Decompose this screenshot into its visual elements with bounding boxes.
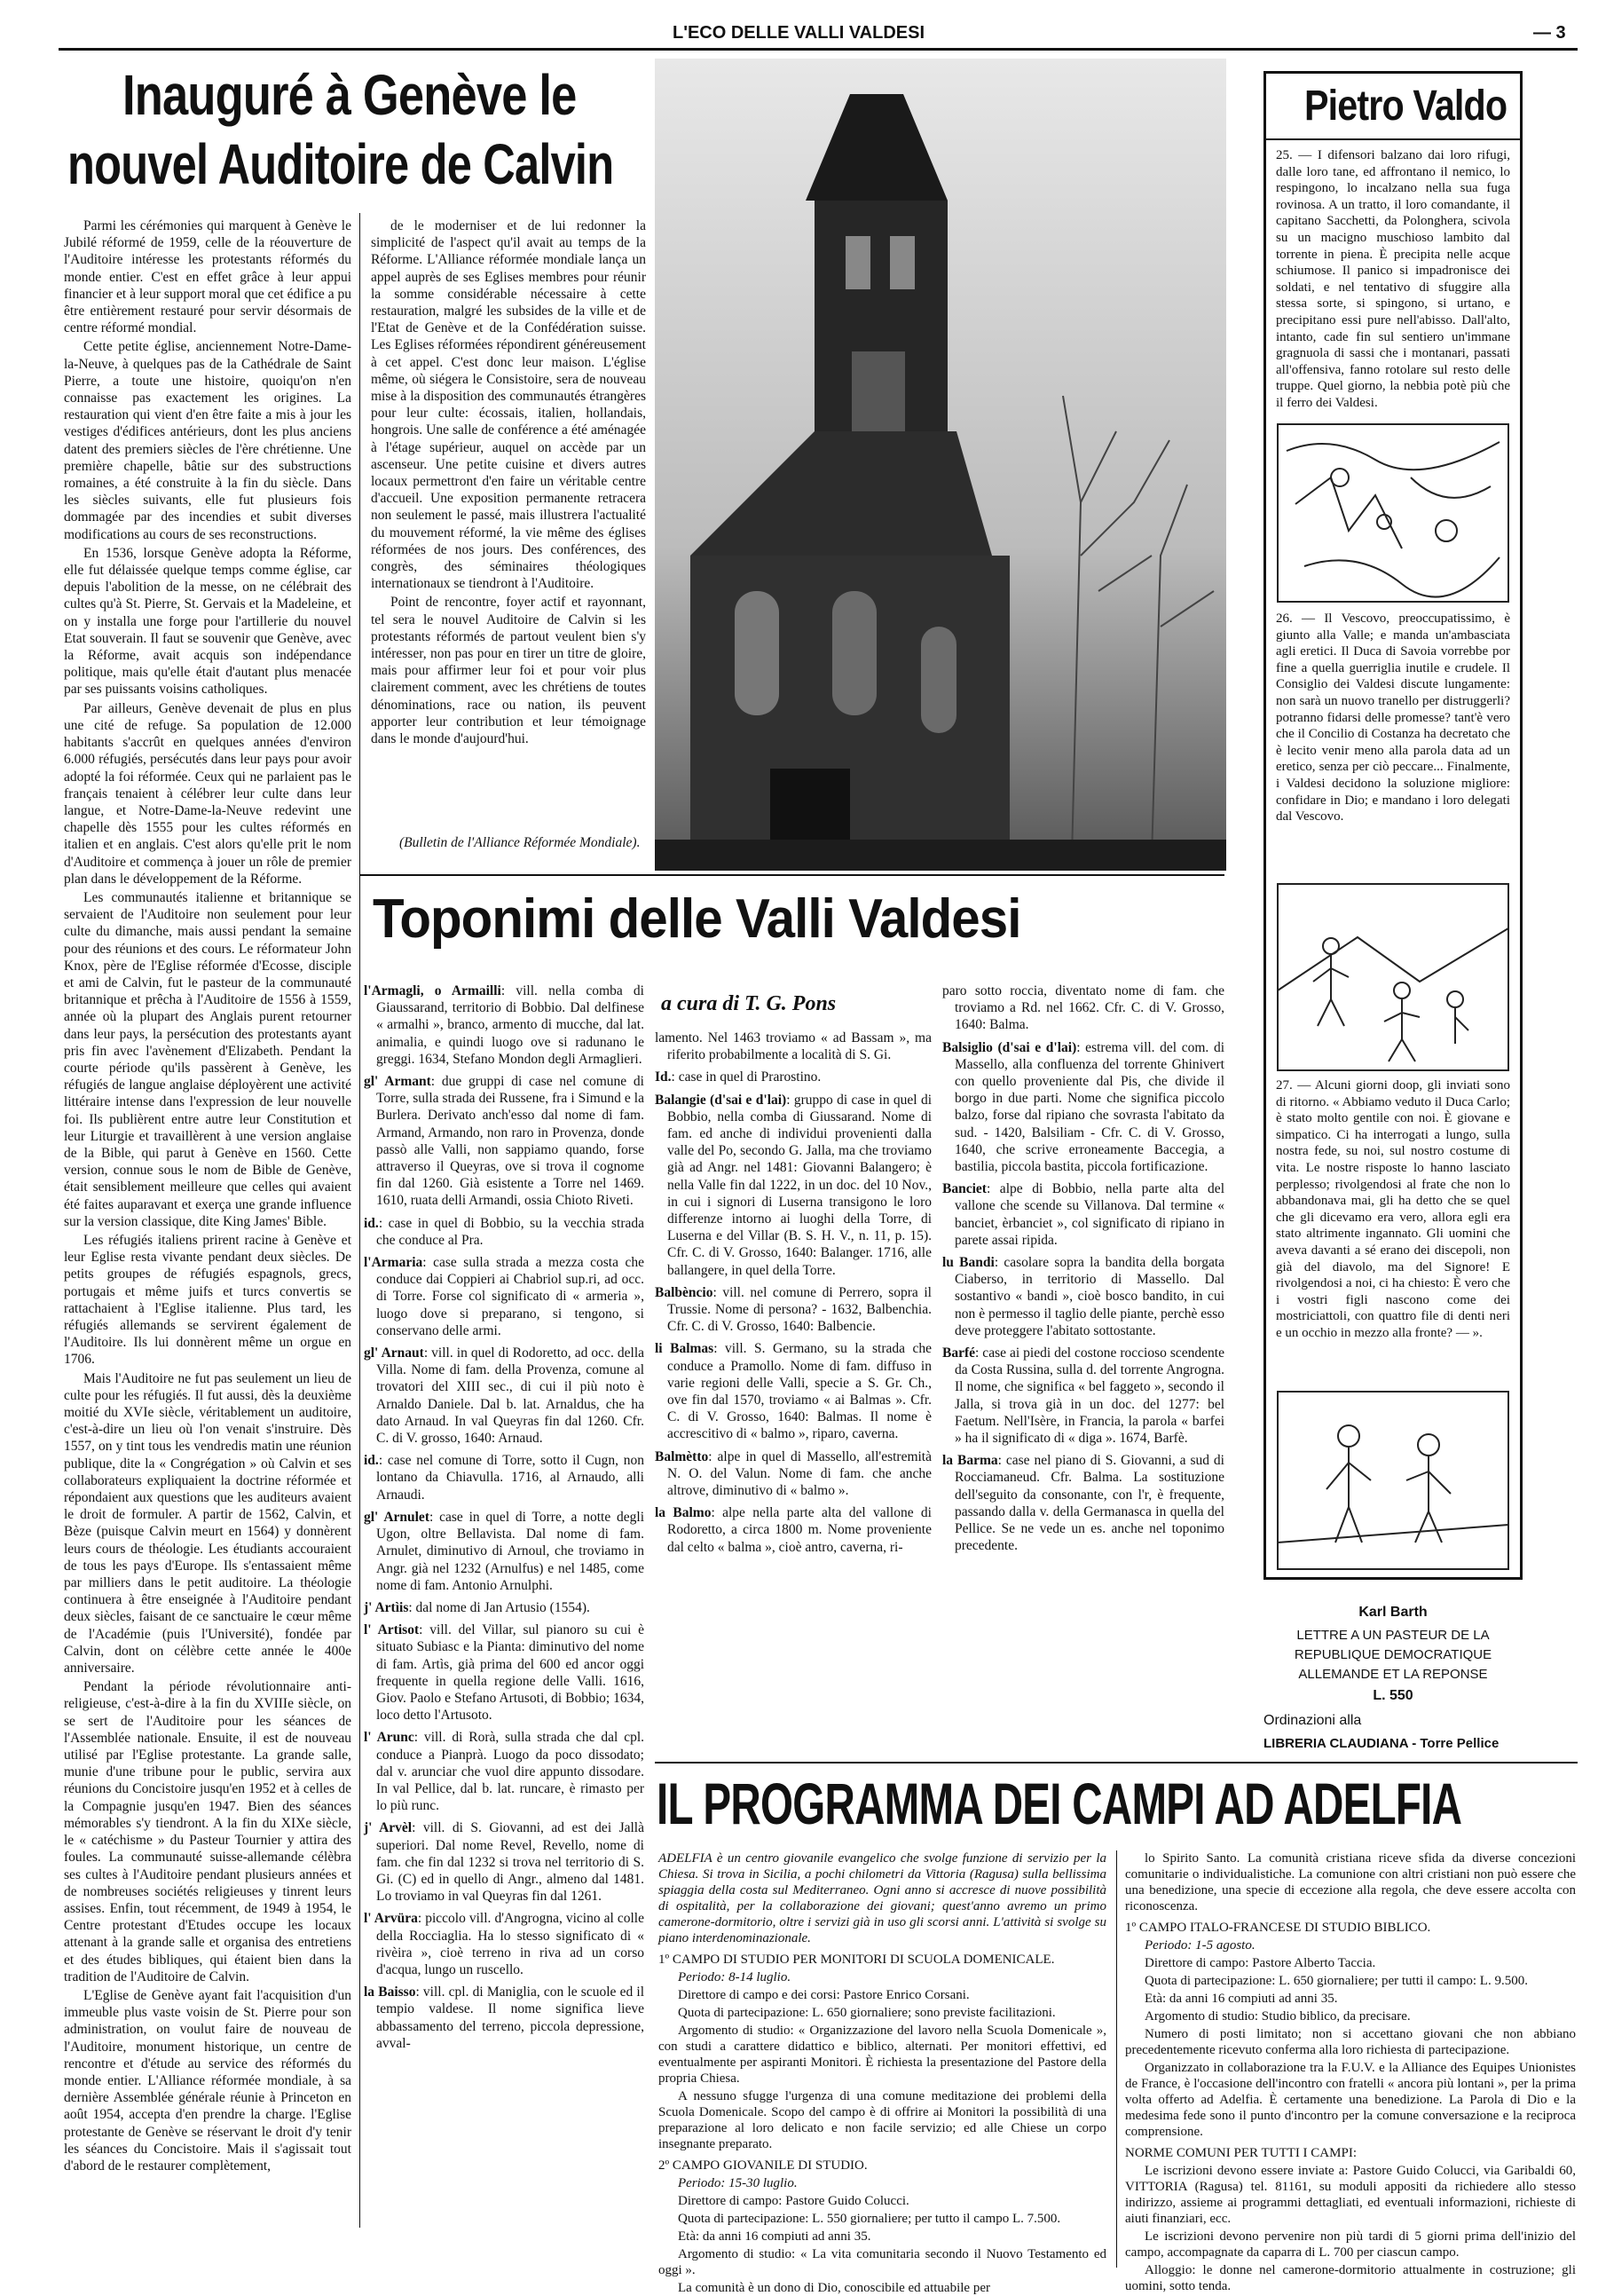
programma-left: ADELFIA è un centro giovanile evangelico che svolge funzione di servizio per la Chiesa. Si trova in Sicilia, a pochi chilometri da Vittoria (Ragusa) sulla bellissima spiaggia della costa sul Mediterraneo. Ogni anno si accresce di nuove possibilità di ospitalità, per la collaborazione dei giovani; quest'anno avremo un primo camerone-dormitorio, oltre i servizi già in uso gli scorsi anni. L'attività si svolge su piano interdenominazionale. 1º CAMPO DI STUDIO PER MONITORI DI SCUOLA DOMENICALE. Periodo: 8-14 luglio. Direttore di campo e dei corsi: Pastore Enrico Corsani. Quota di partecipazione: L. 650 giornaliere; sono previste facilitazioni. Argomento di studio: « Organizzazione del lavoro nella Scuola Domenicale », con studi a carattere didattico e biblico, alternati. Per monitori effettivi, ed eventualmente per aspiranti Monitori. È richiesta la presentazione del Pastore della propria Chiesa. A nessuno sfugge l'urgenza di una comune meditazione dei problemi della Scuola Domenicale. Scopo del campo è di offrire ai Monitori la possibilità di una preparazione al loro delicato e non facile servizio; ed alle Chiese un corpo insegnante preparato. 2º CAMPO GIOVANILE DI STUDIO. Periodo: 15-30 luglio. Direttore di campo: Pastore Guido Colucci. Quota di partecipazione: L. 550 giornaliere; per tutto il campo L. 7.500. Età: da anni 16 compiuti ad anni 35. Argomento di studio: « La vita comunitaria secondo il Nuovo Testamento ed oggi ». La comunità è un dono di Dio, conoscibile ed attuabile per [658, 1851, 1106, 2295]
order-store: LIBRERIA CLAUDIANA - Torre Pellice [1263, 1736, 1500, 1751]
pietro-paragraph-27: 27. — Alcuni giorni doop, gli inviati sono di ritorno. « Abbiamo veduto il Duca Carlo; è stato molto gentile con noi. È giovane e simpatico. Ci ha interrogati a lungo, sulla nostra fede, su noi, sul nostro costume di vita. Le nostre risposte lo hanno lasciato perplesso; rivolgendosi al frate che non lo abbandonava mai, gli ha detto che se quel che gli dicevamo era vero, allora egli era stato altrimente ingannato. Gli uomini che aveva davanti a sé erano dei discepoli, non già del diavolo, ma del Signore! E rivolgendosi a noi, ci ha chiesto: È vero che i vostri figli nascono come dei mostriciattoli, con quattro file di denti neri e un occhio in mezzo alla fronte? — ». [1276, 1078, 1510, 1340]
norme-title: NORME COMUNI PER TUTTI I CAMPI: [1125, 2146, 1357, 2160]
calvin-headline-1: Inauguré à Genève le [122, 63, 577, 127]
book-title-2: REPUBLIQUE DEMOCRATIQUE [1294, 1647, 1492, 1662]
calvin-source: (Bulletin de l'Alliance Réformée Mondiale). [399, 835, 641, 850]
masthead-rule [59, 48, 1578, 51]
auditoire-photo [655, 59, 1226, 871]
illustration-27 [1278, 1392, 1508, 1569]
book-price: L. 550 [1373, 1688, 1413, 1703]
calvin-divider [359, 213, 360, 2228]
calvin-column-2: de le moderniser et de lui redonner la simplicité de l'aspect qu'il avait au temps de la Réforme. L'Alliance réformée mondiale lança un appel auprès de ses Eglises membres pour réunir la somme considérable nécessaire à cette restauration, malgré les subsides de la ville et de l'Etat de Genève et de la Confédération suisse. Les Eglises réformées répondirent généreusement à cet appel. C'est donc leur maison. L'église même, où siégera le Consistoire, sera de nouveau mise à la disposition des communautés étrangères pour leur culte: écossais, italien, hollandais, hongrois. Une salle de conférence a été aménagée à l'étage supérieur, auquel on accède par un ascenseur. Une petite cuisine et divers autres locaux permettront d'en faire un véritable centre d'accueil. Une exposition permanente retracera non seulement le passé, mais illustrera l'actualité du mouvement réformé, la vie même des églises réformées de nos jours. Des conférences, des congrès, des séminaires théologiques internationaux se tiendront à l'Auditoire. Point de rencontre, foyer actif et rayonnant, tel sera le nouvel Auditoire de Calvin si les protestants réformés de partout veulent bien s'y intéresser, non pas pour en tirer un titre de gloire, mais pour affirmer leur foi et pour voir plus clairement comment, avec les chrétiens de toutes dénominations, race ou nation, ils peuvent apporter leur contribution et leur témoignage dans le monde d'aujourd'hui. [371, 218, 646, 747]
calvin-column-1: Parmi les cérémonies qui marquent à Genève le Jubilé réformé de 1959, celle de la réouverture de l'Auditoire intéresse les protestants réformés du monde entier. C'est en effet grâce à leur appui financier et à leur support moral que cet édifice a pu être entièrement restauré pour servir désormais de centre réformé mondial. Cette petite église, anciennement Notre-Dame-la-Neuve, à quelques pas de la Cathédrale de Saint Pierre, a toute une histoire, quoiqu'on n'en connaisse pas exactement les origines. La restauration qui vient d'en être faite a mis à jour les vestiges d'édifices antérieurs, dont les plus anciens datent des premiers siècles de l'ère chrétienne. Une première chapelle, bâtie sur des substructions romaines, a été construite à la fin du siècle. Dans les siècles suivants, elle fut plusieurs fois dommagée par des incendies et subit diverses modifications au cours de ses reconstructions. En 1536, lorsque Genève adopta la Réforme, elle fut délaissée quelque temps comme église, car depuis l'abolition de la messe, on ne célébrait des cultes qu'à St. Pierre, St. Gervais et la Madeleine, et on y installa une forge pour l'artillerie du nouvel Etat souverain. Il faut se souvenir que Genève, avec la Réforme, avait acquis son indépendance politique, mais qu'elle était d'autant plus menacée par ses puissants voisins catholiques. Par ailleurs, Genève devenait de plus en plus une cité de refuge. Sa population de 12.000 habitants s'accrût en quelques années d'environ 6.000 réfugiés, persécutés dans leur pays pour avoir adopté la foi réformée. Ceux qui ne parlaient pas le français tenaient à célébrer leur culte dans leur langue, et Notre-Dame-la-Neuve redevint une chapelle dès 1555 pour les cultes réformés en italien et en anglais. C'est alors qu'elle prit le nom d'Auditoire et commença à jouer un rôle de premier plan dans le développement de la Réforme. Les communautés italienne et britannique se servaient de l'Auditoire non seulement pour leur culte du dimanche, mais aussi pendant la semaine pour des réunions et des cours. Le réformateur John Knox, père de l'Eglise réformée d'Ecosse, disciple et ami de Calvin, fut le pasteur de la communauté britannique et prêcha à l'Auditoire de 1556 à 1559, année où la plupart des Anglais purent retourner dans leur pays, la persécution des protestants ayant pris fin avec l'avènement d'Elizabeth. Pendant la courte période qu'ils passèrent à Genève, les réfugiés de langue anglaise déployèrent une activité littéraire intense dans l'expression de leur nouvelle foi. Ils publièrent entre autre leur Constitution et leur Liturgie et travaillèrent à une version anglaise de la Bible, qui parut à Genève en 1560. Cette version, connue sous le nom de Bible de Genève, était sensiblement meilleure que celles qui avaient été faites auparavant et exerça une grande influence sur la version classique, dite King James' Bible. Les réfugiés italiens prirent racine à Genève et leur Eglise resta vivante pendant deux siècles. De petits groupes de réfugiés espagnols, grecs, portugais et même juifs et turcs convertis se rattachaient à l'Eglise italienne. Plus tard, les réfugiés allemands se servirent également de l'Auditoire. Ils lui donnèrent même un orgue en 1706. Mais l'Auditoire ne fut pas seulement un lieu de culte pour les réfugiés. Il fut aussi, dès la deuxième moitié du XVIe siècle, véritablement un auditoire, c'est-à-dire un lieu où l'on venait s'instruire. Dès 1557, on y tint tous les vendredis matin une réunion publique, dite la « Congrégation » où Calvin et ses collaborateurs expliquaient la doctrine réformée et répondaient aux questions que les auditeurs avaient le droit de formuler. A partir de 1562, Calvin, et Bèze (puisque Calvin meurt en 1564) y donnèrent leurs cours de théologie. Les étudiants accouraient de tous les pays d'Europe. Ils s'entassaient même par milliers dans le petit auditoire. La théologie continuera à être enseignée à l'Auditoire pendant deux siècles, faisant de ce sanctuaire le cœur même de l'Académie (puis l'Université), fondée par Calvin, dont on célèbre cette année le 400e anniversaire. Pendant la période révolutionnaire anti-religieuse, c'est-à-dire à la fin du XVIIIe siècle, on se sert de l'Auditoire pour les séances de l'Assemblée nationale. Ensuite, il est de nouveau utilisé par l'Eglise protestante. La grande salle, munie d'une tribune pour le public, servira aux réunions du Concistoire jusqu'en 1952 et à celles de la Compagnie jusqu'en 1947. Bien des séances mémorables s'y tiendront. A la fin du XIXe siècle, le « catéchisme » du Pasteur Tournier y attira des foules. La communauté suisse-allemande célèbra ses cultes à l'Auditoire pendant plusieurs années et de nombreuses sociétés religieuses y tinrent leurs assises. Enfin, tout récemment, de 1949 à 1954, le Centre protestant d'Etudes occupe les locaux attenant à la grande salle et organisa des entretiens et des études bibliques, qui étaient bien dans la tradition de l'Auditoire de Calvin. L'Eglise de Genève ayant fait l'acquisition d'un immeuble plus vaste voisin de St. Pierre pour son administration, on voulut faire de nouveau de l'Auditoire, monument historique, un centre de rencontre et d'étude au service des réformés du monde entier. L'Alliance réformée mondiale, à sa dernière Assemblée générale réunie à Princeton en août 1954, accepta d'en prendre la charge. l'Eglise protestante de Genève se réservant le droit d'y tenir les séances du Concistoire. Mais il s'agissait tout d'abord de le restaurer complètement, [64, 218, 351, 2174]
book-title-1: LETTRE A UN PASTEUR DE LA [1296, 1628, 1490, 1643]
calvin-headline-2: nouvel Auditoire de Calvin [67, 132, 614, 196]
book-author: Karl Barth [1358, 1605, 1428, 1620]
toponimi-headline: Toponimi delle Valli Valdesi [373, 888, 1021, 950]
masthead-title: L'ECO DELLE VALLI VALDESI [672, 23, 925, 43]
campo-1-title: 1º CAMPO DI STUDIO PER MONITORI DI SCUOLA DOMENICALE. [658, 1953, 1055, 1967]
pietro-paragraph-26: 26. — Il Vescovo, preoccupatissimo, è giunto alla Valle; e manda un'ambasciata agli eretici. Il Duca di Savoia vorrebbe por fine a quella guerriglia inutile e crudele. Il Consiglio dei Valdesi discute lungamente: non sarà un nuovo tranello per distruggerli? potranno fidarsi delle promesse? tant'è vero che il Concilio di Costanza ha decretato che è lecito venir meno alla parola data ad un eretico, senza per ciò peccare... Finalmente, i Valdesi decidono la soluzione migliore: confidare in Dio; e mandano i loro delegati dal Vescovo. [1276, 611, 1510, 825]
pietro-paragraph-25: 25. — I difensori balzano dai loro rifugi, dalle loro tane, ed affrontano il nemico, lo respingono, lo incalzano nella sua fuga rovinosa. A un tratto, il loro comandante, il capitano Sacchetti, da Polonghera, scivola su un macigno muschioso lambito dal torrente in piena. È precipita nelle acque schiumose. Il panico si impadronisce dei soldati, e nel tentativo di sfuggire alla stessa sorte, si spingono, si urtano, e precipitano essi pure nell'abisso. Dall'alto, intanto, cade fin sul sentiero un'immane gragnuola di sassi che i montanari, passati all'offensiva, fanno rotolare sul resto delle truppe. Quel giorno, la nebbia potè più che il ferro dei Valdesi. [1276, 148, 1510, 410]
toponimi-byline: a cura di T. G. Pons [661, 992, 837, 1015]
programma-intro: ADELFIA è un centro giovanile evangelico che svolge funzione di servizio per la Chiesa. Si trova in Sicilia, a pochi chilometri da Vittoria (Ragusa) sulla bellissima spiaggia della costa sul Mediterraneo. Ogni anno si accresce di nuove possibilità di ospitalità, per la collaborazione dei giovani; quest'anno avremo un primo camerone-dormitorio, oltre i servizi già in uso gli scorsi anni. L'attività si svolge su piano interdenominazionale. [658, 1851, 1106, 1945]
toponimi-column-1: l'Armagli, o Armailli: vill. nella comba di Giaussarand, territorio di Bobbio. Dal delfinese « armalhi », branco, armento di mucche, dal lat. animalia, e quindi luogo ove si radunano le greggi. 1634, Stefano Mondon degli Armaglieri. gl' Armant: due gruppi di case nel comune di Torre, sulla strada dei Russene, fra i Simund e la Burlera. Derivato anch'esso dal nome di fam. Armand, Armando, non raro in Provenza, donde passò alle Valli, non sappiamo quando, forse attraverso il Queyras, ove si trova il cognome fin dal 1260. Già esistente a Torre nel 1469. 1610, ruata delli Armandi, ossia Chioto Riveti. id.: case in quel di Bobbio, su la vecchia strada che conduce al Pra. l'Armaria: case sulla strada a mezza costa che conduce dai Coppieri ai Chabriol sup.ri, ad occ. di Torre. Forse col significato di « armeria », luogo dove si preparano, si tengono, si conservano delle armi. gl' Arnaut: vill. in quel di Rodoretto, ad occ. della Villa. Nome di fam. della Provenza, comune al trovatori del XIII sec., di cui il più noto è Arnaldo Daniele. Dal b. lat. Arnaldus, che ha dato Arnaud. In val Queyras fin dal 1260. Cfr. C. di V. grosso, 1640: Arnaud. id.: case nel comune di Torre, sotto il Cugn, non lontano da Chiavulla. 1716, al Arnaudo, alli Arnaudi. gl' Arnulet: case in quel di Torre, a notte degli Ugon, oltre Bellavista. Dal nome di fam. Arnulet, diminutivo di Arnoul, che troviamo in Angr. già nel 1232 (Arnulfus) e nel 1485, come nome di fam. Antonio Arnulphi. j' Artìis: dal nome di Jan Artusio (1554). l' Artisot: vill. del Villar, sul pianoro su cui è situato Subiasc e la Pianta: diminutivo del nome di fam. Artìs, già prima del 600 ed ancor oggi frequente in quella regione delle Valli. 1616, Giov. Paolo e Stefano Artusoti, di Bobbio; 1634, loco detto l'Artusoto. l' Arunc: vill. di Rorà, sulla strada che dal cpl. conduce a Pianprà. Luogo da poco dissodato; dal v. arunciar che vuol dire appunto dissodare. In val Pellice, dal b. lat. runcare, è rimasto per lo più runc. j' Arvèl: vill. di S. Giovanni, ad est dei Jallà superiori. Dal nome Revel, Revello, nome di fam. che fin dal 1232 si trova nel territorio di S. Gi. (C) ed in quello di Angr., almeno dal 1481. Lo troviamo in val Queyras fin dal 1261. l' Arvüra: piccolo vill. d'Angrogna, vicino al colle della Rocciaglia. Ha lo stesso significato di « rivèira », cioè terreno in riva ad un corso d'acqua, lungo un ruscello. la Baisso: vill. cpl. di Maniglia, con le scuole ed il tempio valdese. Il nome significa lieve abbassamento del terreno, piccola depressione, avval- [364, 983, 645, 2051]
programma-top-rule [655, 1762, 1578, 1763]
campo-3-title: 1º CAMPO ITALO-FRANCESE DI STUDIO BIBLICO. [1125, 1921, 1431, 1935]
toponimi-column-3: paro sotto roccia, diventato nome di fam. che troviamo a Rd. nel 1662. Cfr. C. di V. Grosso, 1640: Balma. Balsiglio (d'sai e d'lai): estrema vill. del com. di Massello, alla confluenza del torrente Ghinivert con quello proveniente dal Pis, che divide il borgo in due parti. Nome che significa piccolo balzo, forse dal ripiano che sovrasta l'abitato da sud. - 1420, Balsiliam - Cfr. C. di V. Grosso, 1640, che scrive erroneamente Baccegia, a bastilia, piccola bastita, piccola fortificazione. Banciet: alpe di Bobbio, nella parte alta del vallone che scende su Villanova. Dal termine « banciet, èrbanciet », col significato di ripiano in parete assai ripida. lu Bandi: casolare sopra la bandita della borgata Ciaberso, in territorio di Massello. Dal sostantivo « bandi », cioè bosco bandito, in cui non è permesso il taglio delle piante, perchè esso deve proteggere l'abitato sottostante. Barfé: case ai piedi del costone roccioso scendente da Costa Russina, sulla d. del torrente Angrogna. Il nome, che significa « bel faggeto », secondo il Jalla, si trova già in un doc. del 1277: bel Faetum. Nell'Isère, in Francia, la parola « barfei » ha il significato di « diga ». 1674, Barfè. la Barma: case nel piano di S. Giovanni, a sud di Rocciamaneud. Cfr. Balma. La sostituzione dell'seguito da consonante, con l'r, è frequente, passando dalla v. della Germanasca in quella del Pellice. Se ne vede un es. anche nel toponimo precedente. [942, 983, 1225, 1554]
programma-right: lo Spirito Santo. La comunità cristiana riceve sfida da diverse concezioni comunitarie o individualistiche. La comunione con altri cristiani non può essere che una benedizione, una specie di eccezione alla regola, che deve essere accolta con riconoscenza. 1º CAMPO ITALO-FRANCESE DI STUDIO BIBLICO. Periodo: 1-5 agosto. Direttore di campo: Pastore Alberto Taccia. Quota di partecipazione: L. 650 giornaliere; per tutti il campo: L. 9.500. Età: da anni 16 compiuti ad anni 35. Argomento di studio: Studio biblico, da precisare. Numero di posti limitato; non si accettano giovani che non abbiano precedentemente ricevuto conferma alla loro richiesta di partecipazione. Organizzato in collaborazione tra la F.U.V. e la Alliance des Equipes Unionistes de France, è l'occasione dell'incontro con fratelli « ancora più lontani », per la prima volta offerto ad Adelfia. È certamente una benedizione. La Parola di Dio e la medesima fede sono il punto d'incontro per la comune conversazione e la reciproca comprensione. NORME COMUNI PER TUTTI I CAMPI: Le iscrizioni devono essere inviate a: Pastore Guido Colucci, via Garibaldi 60, VITTORIA (Ragusa) tel. 81161, su moduli appositi da richiedere allo stesso indirizzo, assieme ai programmi dettagliati, ed eventuali informazioni, richieste di aiuti finanziari, ecc. Le iscrizioni devono pervenire non più tardi di 5 giorni prima dell'inizio del campo, accompagnate da caparra di L. 700 per ciascun campo. Alloggio: le donne nel camerone-dormitorio attualmente in costruzione; gli uomini, sotto tenda. [1125, 1851, 1576, 2293]
pietro-valdo-title: Pietro Valdo [1304, 83, 1507, 130]
order-label: Ordinazioni alla [1263, 1713, 1362, 1728]
toponimi-top-rule [359, 874, 1224, 876]
page-number: — 3 [1533, 23, 1566, 43]
toponimi-column-2: lamento. Nel 1463 troviamo « ad Bassam », ma riferito probabilmente a località di S. Gi. Id.: case in quel di Prarostino. Balangie (d'sai e d'lai): gruppo di case in quel di Bobbio, nella comba di Giussarand. Nome di fam. ed anche di individui provenienti dalla valle del Po, secondo G. Jalla, ma che troviamo già ad Angr. nel 1481: Giovanni Balangero; è nella Valle fin dal 1222, in un doc. del 10 Nov., in cui i signori di Luserna transigono le loro differenze intorno ai luoghi della Torre, di Luserna e del Villar (B. S. H. V., n. 11, p. 15). Cfr. C. di V. Grosso, 1640: Balanger. 1716, alle ballangere, in quel della Torre. Balbèncio: vill. nel comune di Perrero, sopra il Trussie. Nome di persona? - 1632, Balbenchia. Cfr. C. di V. Grosso, 1640: Balbencie. li Balmas: vill. S. Germano, su la strada che conduce a Pramollo. Nome di fam. diffuso in varie regioni delle Valli, specie a S. Gr. Ch., ove fin dal 1570, troviamo « ai Balmas ». Cfr. C. di V. Grosso, 1640: Balmas. Il nome è accrescitivo di « balmo », riparo, caverna. Balmètto: alpe in quel di Massello, all'estremità N. O. del Valun. Nome di fam. che anche altrove, diminutivo di « balmo ». la Balmo: alpe nella parte alta del vallone di Rodoretto, a circa 1800 m. Nome proveniente dal celto « balma », cioè antro, caverna, ri- [655, 1030, 932, 1555]
programma-divider [1116, 1850, 1117, 2268]
illustration-26 [1278, 884, 1508, 1070]
illustration-25 [1278, 424, 1508, 602]
programma-headline: IL PROGRAMMA DEI CAMPI AD ADELFIA [657, 1771, 1462, 1836]
pietro-title-rule [1263, 138, 1523, 140]
campo-2-title: 2º CAMPO GIOVANILE DI STUDIO. [658, 2158, 868, 2173]
book-title-3: ALLEMANDE ET LA REPONSE [1298, 1667, 1488, 1682]
